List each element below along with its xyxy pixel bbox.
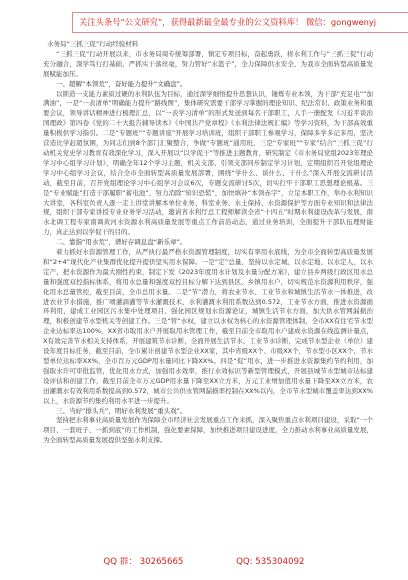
paragraph-water-resources: 着力抓好水资源管理工作，从严执行最严格水资源管理制度，切实有率用水底线，为全市全面转型高质量发展和“2+4”现代化产业集群优化提升提供坚实用水保障。一是“定”总量，坚持以水定城、以水定地、以水定人、以水定产，把水资源作为最大刚性约束，制定下发《2023年度用水计划及水量分配方案》，建立县乡两级行政区用水总量和强度双控指标体系，将用水总量和强度双控目标分解下达到县区、乡镇用水户，切实规范水资源利用秩序，强化用水总量管控，截至目前，全市总用水量。二是“节”潜力，将农业节水、工业节水和城镇生活节水一体推进，改进农业节水措施，推广喷灌滴灌等节水灌溉技术，水利灌溉水利用系数达到0.572，工业节水方面，推进水资源循环利用，建成工业园区污水集中处理项目，强化园区规划水资源论证，城镇生活节水方面，加大供水管网漏损治理，积极创建节水型机关等创建工作。三是“管”水权，建立以水权为核心的水资源管理体制，全市XX有住宅节水型企业达标率达100%，XX省市取用水户开展取用水管理工作，截至目前全市取用水户建成水资源在线监测计量点，X有效完善节水相关支持体系，开展建筑节水诊断，全面开展生活节水、工业节水诊断，完成节水型企业（单位）建设年度目标任务，截至目前，全市累计创建节水型企业XX家，其中省级XX个、市级XX个，节水型小区XX个，节水型单位达标率XX%，全市百万元GDP用水量同比下降XX%。四是“促”用水，进一步推进水资源集约节约利用，加强取水许可审批监管，优化用水方式，加强用水效率，推行水效标识等新型管理模式，开展县城节水型城市达标建设评估和创建工作，截至目前全市万元GDP用水量下降至XX立方米，万元工业增加值用水量下降至XX立方米，农田灌溉水有效利用系数提高到0.572，城市公共供水管网漏损率控制在XX%以内，全市节水型城市覆盖率达到XX%以上，水资源节约集约利用水平进一步提升。 (43, 248, 373, 405)
bottom-contact-banner (0, 554, 408, 570)
paragraph-projects: 坚持把水利事业高质量发展作为保障全市经济社会发展重点工作来抓，深入聚焦重点水利项目建设，采取“一个项目、一套班子、一抓到底”的工作机制，强化要素保障，加快推进项目建设进度，全力推动水利事业高质量发展，为全面转型高质量发展提供坚强水利支撑。 (43, 416, 373, 445)
paragraph-capability: 以锁造一支能力素质过硬的水利队伍为目标，通过深学细悟提升思想认识，锤炼专业本领，为干部“充足电”“加满油”，一是“一表清单”明确能力提升“路线图”，集体研究需要干部学习掌握的理论知识、纪法常识、政策业务和重要会议，领导讲话精神进行梳理汇总，以“一表学习清单”的形式发送到每名干部职工，人手一册配发《习近平谈治国理政》第四卷《党的二十大报告辅导读本》《中国共产党章程》《水利法律法规汇编》等学习资料，为干部高效重量积极供学习指引。二是“专题班”“专题讲座”开展学习培训班，组织干部职工参观学习，保障多学多记多用，坚决营造比学赶超氛围，为同志们到8个部门汇聚整合，争做“专题班”通用班，三是“专家班”“专家”结合“三抓三促”行动机关党史学习教育有效深化学习，深入开展以“以学促干”等推进主题教育，研究制定《市水务局党组2023年理论学习中心组学习计划》，明确全年12个学习主题，机关支部、引领支部同步制定学习计划，定期组织召开党组理论学习中心组学习会议，结合全市全面转型高质量发展部署，围绕“学什么、谈什么、干什么”深入开展交流研讨活动，截至目前，召开党组理论学习中心组学习会议6次，专题交流研讨5次，切实打牢干部职工思想理论根基。三是“专业赋能”打造干部履职“蓄电池”，努力消除“知识恐慌”，加快填补“本领赤字”，立足本职工作，举办水利知识大讲堂，各科室负责人逐一走上讲堂讲解本单位业务、科室业务、水土保持、水资源保护等方面专业知识和法律法规，组织干部专家讲授专业业务学习活动，邀请省水利厅总工程师解读全省“十四五”时期水利建设改革与发展，南水北调工程专家南调黄河水资源水利高质量发展等重点工作前沿动态，通过业务培训，全面提升干部队伍理财能力，真正达到以学促干的目的。 (43, 89, 373, 237)
section-heading-3: 三、当好“排头兵”，明好水利发展“重头戏”。 (56, 406, 187, 415)
qq-number: QQ: 535304092 (236, 557, 305, 567)
top-promo-banner (72, 12, 408, 33)
top-banner-text: 关注头条号“公文研究”，获得最新最全最专业的公文资料库！ 微信：gongwenyj (79, 17, 377, 27)
document-body (43, 40, 373, 446)
section-heading-2: 二、靠指“用水荒”，谱好存调息盘“新乐章”。 (56, 238, 187, 247)
paragraph-intro: “三抓三促”行动开展以来，市水务局周专统筹部署，镇定专项目标，奋起勇跃，将水利工作与“三抓三促”行动充分融合，深学笃行打基础，严抓实干落丝毫，努力管好“水篮子”，全力保障供水安全，为我市全面转型高质量发展赋能加压。 (43, 49, 373, 78)
qq-group-number: QQ 群： 30265665 (103, 557, 184, 567)
section-heading-1: 一、超解“本领荒”，奋好能力提升“文确盘”。 (56, 79, 187, 88)
document-title: 水务局“三抓三促”行动经验材料 (47, 40, 139, 48)
